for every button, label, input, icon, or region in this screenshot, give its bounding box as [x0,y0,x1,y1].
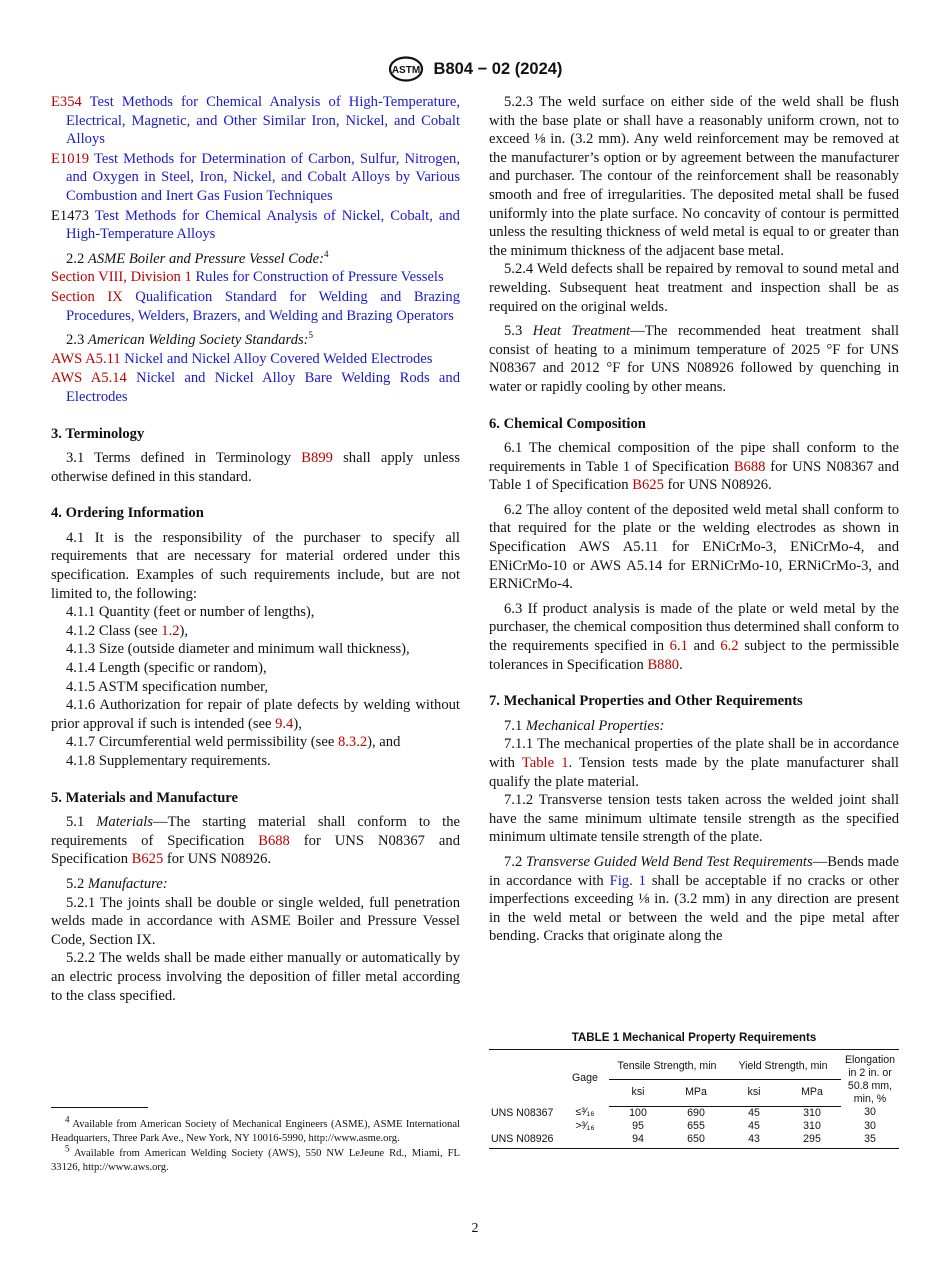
cross-ref-link[interactable]: B899 [301,450,333,467]
paragraph-5-2-4: 5.2.4 Weld defects shall be repaired by removal to sound metal and rewelding. Subsequent heat treatment and inspection shall be as required on the original welds. [489,261,899,315]
paragraph-5-2-1: 5.2.1 The joints shall be double or single welded, full penetration welds made in accordance with ASME Boiler and Pressure Vessel Code, Section IX. [51,894,460,948]
header-ksi: ksi [725,1080,783,1106]
header-yield: Yield Strength, min [738,1060,828,1072]
reference-item [51,288,460,325]
paragraph-6-1: 6.1 The chemical composition of the pipe shall conform to the requirements in Table 1 of Specification B688 for UNS N08367 and Table 1 of Specification B625 for UNS N08926. [489,440,899,494]
table-row: UNS N08926 94 650 43 295 35 [489,1133,899,1149]
right-column [489,93,899,946]
list-item: 4.1.6 Authorization for repair of plate defects by welding without prior approval if such is intended (see 9.4), [51,697,460,732]
cross-ref-link[interactable]: 8.3.2 [337,734,368,751]
reference-item [51,268,460,287]
astm-logo-icon [388,56,424,82]
header-elongation: Elongation in 2 in. or 50.8 mm, min, % [844,1054,896,1105]
list-item: 4.1.5 ASTM specification number, [66,678,269,695]
section-2-2: 2.2 ASME Boiler and Pressure Vessel Code:$^4$ [66,248,329,267]
header-ksi: ksi [609,1080,667,1106]
section-heading: 3. Terminology [51,425,145,442]
paragraph-5-2-2: 5.2.2 The welds shall be made either manually or automatically by an electric process involving the deposition of filler metal according to the class specified. [51,950,460,1004]
footnote-ref[interactable]: 4 [323,248,329,259]
section-2-3: 2.3 American Welding Society Standards:$^5$ [66,330,314,349]
cross-ref-link[interactable]: 6.2 [720,638,739,655]
paragraph-3-1: 3.1 Terms defined in Terminology B899 shall apply unless otherwise defined in this standard. [51,450,461,485]
table-ref-link[interactable]: Table 1 [521,755,569,771]
svg-text:ASTM: ASTM [391,65,420,76]
table-row: UNS N08367 ≤³⁄₁₆ 100 690 45 310 30 [491,1106,876,1119]
cross-ref-link[interactable]: 1.2 [161,622,180,639]
paragraph-7-1-2: 7.1.2 Transverse tension tests taken across the welded joint shall have the same minimum ultimate tensile strength as the specified minimum ultimate tensile strength of the plate. [489,792,899,846]
reference-link[interactable]: Section IX [51,288,123,305]
header-gage: Gage [572,1071,598,1084]
figure-ref-link[interactable]: Fig. 1 [609,872,646,889]
header-tensile: Tensile Strength, min [617,1060,717,1072]
paragraph-4-1: 4.1 It is the responsibility of the purchaser to specify all requirements that are necessary for material ordered under this specification. Examples of such requirements include, but are not limited to, the following: [51,529,460,602]
paragraph-6-3: 6.3 If product analysis is made of the plate or weld metal by the purchaser, the chemical composition thus determined shall conform to the requirements specified in 6.1 and 6.2 subject to the permissible tolerances in Specification B880. [489,600,899,673]
reference-title-link[interactable]: Qualification Standard for Welding and Brazing Procedures, Welders, Brazers, and Welding and Brazing Operators [66,288,461,324]
reference-title-link[interactable]: Test Methods for Chemical Analysis of High-Temperature, Electrical, Magnetic, and Other Similar Iron, Nickel, and Cobalt Alloys [66,94,460,148]
page-number: 2 [471,1221,479,1236]
reference-title-link[interactable]: Test Methods for Chemical Analysis of Nickel, Cobalt, and High-Temperature Alloys [66,207,460,243]
reference-item [51,150,460,206]
section-heading: 4. Ordering Information [51,505,204,522]
paragraph-5-3: 5.3 Heat Treatment—The recommended heat treatment shall consist of heating to a minimum temperature of 2025 °F for UNS N08367 and 2012 °F for UNS N08926 followed by quenching in water or rapidly cooling by other means. [489,323,899,395]
list-item: 4.1.4 Length (specific or random), [66,660,267,677]
left-column [51,93,460,1005]
table-row: >³⁄₁₆ 95 655 45 310 30 [575,1120,876,1132]
list-item: 4.1.8 Supplementary requirements. [66,753,271,769]
paragraph-7-1: 7.1 Mechanical Properties: [504,717,665,734]
reference-title-link[interactable]: Nickel and Nickel Alloy Covered Welded Electrodes [124,350,433,367]
cross-ref-link[interactable]: 6.1 [669,638,688,655]
table-title: TABLE 1 Mechanical Property Requirements [571,1031,817,1044]
paragraph-7-1-1: 7.1.1 The mechanical properties of the plate shall be in accordance with Table 1. Tension tests made by the plate manufacturer shall qualify the plate material. [489,736,899,790]
paragraph-6-2: 6.2 The alloy content of the deposited weld metal shall conform to that required for the plate or the welding electrodes as shown in Specification AWS A5.11 for ENiCrMo-3, ENiCrMo-4, and ENiCrMo-10 or AWS A5.14 for ERNiCrMo-10, ERNiCrMo-3, and ERNiCrMo-4. [489,501,899,593]
reference-item [51,207,460,244]
reference-item [51,369,460,406]
cross-ref-link[interactable]: B625 [131,851,164,868]
footnote-divider [51,1107,148,1108]
header-mpa: MPa [783,1080,841,1106]
footnote-ref[interactable]: 5 [308,330,314,341]
cross-ref-link[interactable]: B688 [258,832,290,849]
list-item: 4.1.2 Class (see 1.2), [66,622,189,639]
paragraph-5-2-3: 5.2.3 The weld surface on either side of the weld shall be flush with the base plate or shall have a reasonably uniform crown, not to exceed ⅛ in. (3.2 mm). Any weld reinforcement may be removed at the manufacturer’s option or by agreement between the manufacturer and purchaser. The contour of the reinforcement shall be reasonably smooth and free of irregularities. The deposited metal shall be fused uniformly into the plate surface. No concavity of contour is permitted unless the resulting thickness of weld metal is equal to or greater than the minimum thickness of the adjacent base metal. [489,94,899,259]
reference-code: E1473 [51,207,90,224]
reference-link[interactable]: AWS A5.14 [51,370,127,387]
cross-ref-link[interactable]: B688 [733,458,766,475]
section-heading: 6. Chemical Composition [489,415,646,432]
section-heading: 7. Mechanical Properties and Other Requirements [489,693,803,710]
reference-link[interactable]: AWS A5.11 [51,350,121,367]
paragraph-5-2: 5.2 Manufacture: [66,875,168,892]
reference-link[interactable]: E1019 [51,150,90,167]
list-item: 4.1.1 Quantity (feet or number of lengths), [66,604,315,621]
table-header-row [489,1050,899,1080]
designation: B804 − 02 (2024) [433,59,563,78]
mechanical-property-table [489,1049,899,1149]
footnote: $^4$ Available from American Society of Mechanical Engineers (ASME), ASME International Headquarters, Three Park Ave., New York, NY 10016-5990, http://www.asme.org. [51,1114,460,1145]
paragraph-5-1: 5.1 Materials—The starting material shall conform to the requirements of Specification B688 for UNS N08367 and Specification B625 for UNS N08926. [51,814,460,868]
section-heading: 5. Materials and Manufacture [51,789,238,806]
reference-title-link[interactable]: Test Methods for Determination of Carbon, Sulfur, Nitrogen, and Oxygen in Steel, Iron, Nickel, and Cobalt Alloys by Various Combustion and Inert Gas Fusion Techniques [66,150,460,204]
reference-link[interactable]: E354 [51,94,82,110]
header-mpa: MPa [667,1080,725,1106]
list-item: 4.1.3 Size (outside diameter and minimum wall thickness), [66,641,410,658]
reference-item [51,350,460,369]
cross-ref-link[interactable]: B625 [632,477,664,494]
paragraph-7-2: 7.2 Transverse Guided Weld Bend Test Requirements—Bends made in accordance with Fig. 1 shall be acceptable if no cracks or other imperfections exceeding ⅛ in. (3.2 mm) in any direction are present in the weld metal or between the weld and the pipe metal after bending. Cracks that originate along the [489,853,900,945]
reference-link[interactable]: Section VIII, Division 1 [51,269,192,286]
footnote: $^5$ Available from American Welding Society (AWS), 550 NW LeJeune Rd., Miami, FL 33126, http://www.aws.org. [51,1143,460,1174]
reference-item [51,93,460,149]
list-item: 4.1.7 Circumferential weld permissibility (see 8.3.2), and [66,734,401,751]
page-header [0,56,950,82]
reference-title-link[interactable]: Nickel and Nickel Alloy Bare Welding Rods and Electrodes [66,370,461,405]
cross-ref-link[interactable]: 9.4 [275,715,294,732]
reference-title-link[interactable]: Rules for Construction of Pressure Vessels [195,269,444,286]
footnotes [51,1114,460,1176]
cross-ref-link[interactable]: B880 [647,656,680,673]
